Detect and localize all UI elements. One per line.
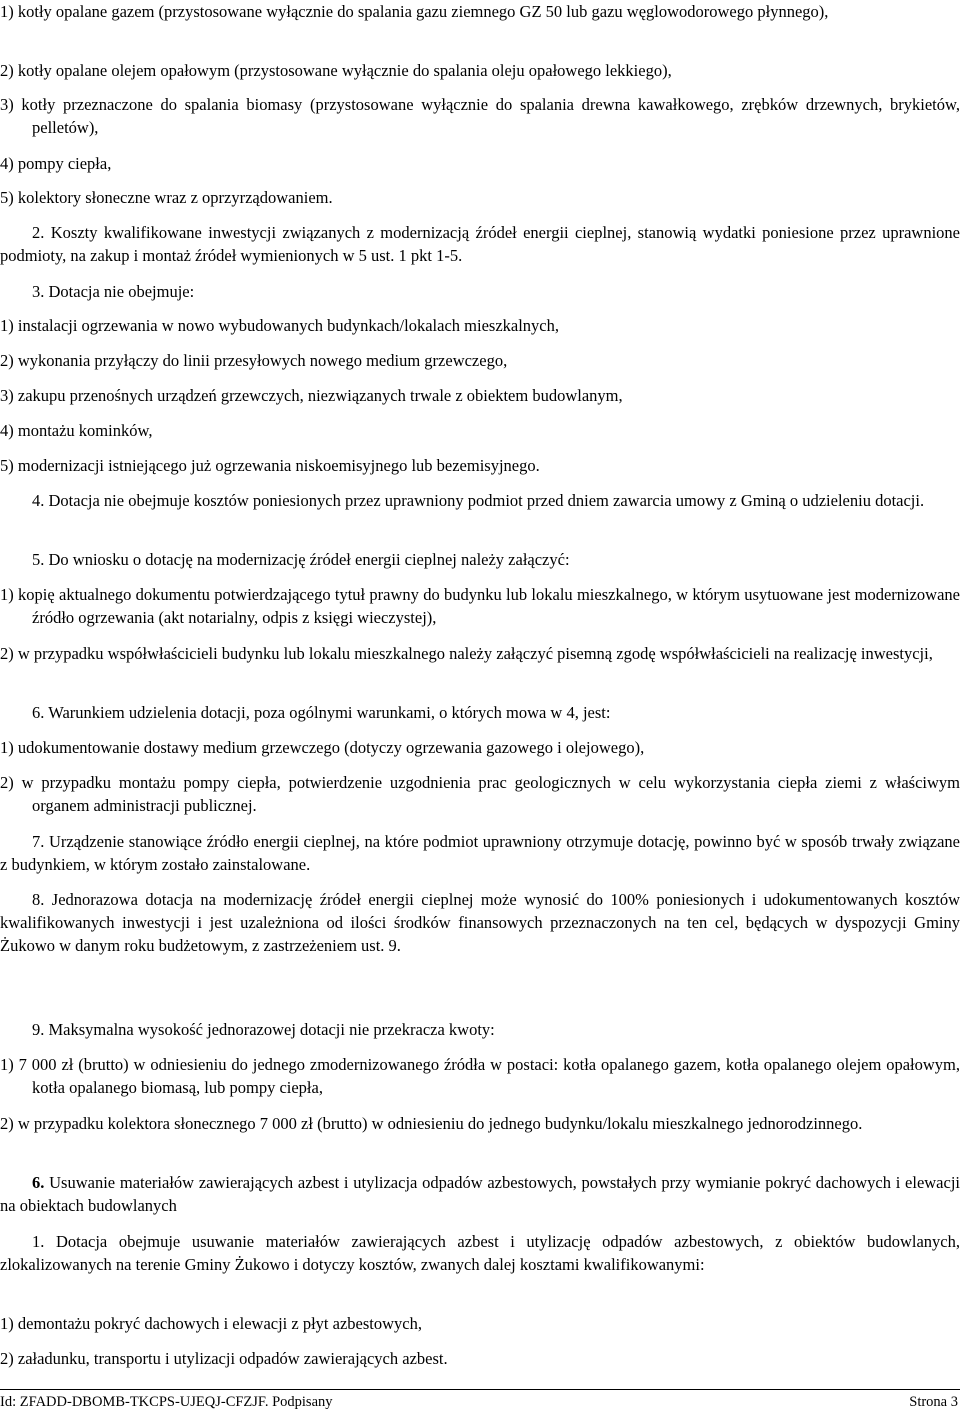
list-item: 2) kotły opalane olejem opałowym (przystosowane wyłącznie do spalania oleju opałowego lekkiego), <box>0 61 672 80</box>
list-item: 1) kopię aktualnego dokumentu potwierdzającego tytuł prawny do budynku lub lokalu mieszkalnego, w którym usytuowane jest modernizowane źródło ogrzewania (akt notarialny, odpis z księgi wieczystej), <box>0 585 960 627</box>
list-item: 1) demontażu pokryć dachowych i elewacji z płyt azbestowych, <box>0 1314 422 1333</box>
paragraph: 7. Urządzenie stanowiące źródło energii cieplnej, na które podmiot uprawniony otrzymuje dotację, powinno być w sposób trwały związane z budynkiem, w którym zostało zainstalowane. <box>0 832 960 874</box>
list-item: 2) w przypadku kolektora słonecznego 7 000 zł (brutto) w odniesieniu do jednego budynku/lokalu mieszkalnego jednorodzinnego. <box>0 1114 863 1133</box>
list-item: 2) wykonania przyłączy do linii przesyłowych nowego medium grzewczego, <box>0 351 508 370</box>
list-item: 4) montażu kominków, <box>0 421 153 440</box>
list-item: 2) w przypadku współwłaścicieli budynku lub lokalu mieszkalnego należy załączyć pisemną zgodę współwłaścicieli na realizację inwestycji, <box>0 644 933 663</box>
list-item: 3) zakupu przenośnych urządzeń grzewczych, niezwiązanych trwale z obiektem budowlanym, <box>0 386 623 405</box>
list-item: 3) kotły przeznaczone do spalania biomasy (przystosowane wyłącznie do spalania drewna kawałkowego, zrębków drzewnych, brykietów, pelletów), <box>0 95 960 137</box>
paragraph: 6. Warunkiem udzielenia dotacji, poza ogólnymi warunkami, o których mowa w 4, jest: <box>32 703 611 722</box>
list-item: 1) 7 000 zł (brutto) w odniesieniu do jednego zmodernizowanego źródła w postaci: kotła opalanego gazem, kotła opalanego olejem opałowym, kotła opalanego biomasą, lub pompy ciepła, <box>0 1055 960 1097</box>
paragraph: 1. Dotacja obejmuje usuwanie materiałów zawierających azbest i utylizację odpadów azbestowych, z obiektów budowlanych, zlokalizowanych na terenie Gminy Żukowo i dotyczy kosztów, zwanych dalej kosztami kwalifikowanymi: <box>0 1232 960 1274</box>
paragraph: 2. Koszty kwalifikowane inwestycji związanych z modernizacją źródeł energii cieplnej, stanowią wydatki poniesione przez uprawnione podmioty, na zakup i montaż źródeł wymienionych w 5 ust. 1 pkt 1-5. <box>0 223 960 265</box>
page-footer <box>0 1389 960 1412</box>
paragraph: 8. Jednorazowa dotacja na modernizację źródeł energii cieplnej może wynosić do 100% poniesionych i udokumentowanych kosztów kwalifikowanych inwestycji i jest uzależniona od ilości środków finansowych przeznaczonych na ten cel, będących w dyspozycji Gminy Żukowo w danym roku budżetowym, z zastrzeżeniem ust. 9. <box>0 890 960 955</box>
section-number: 6. <box>32 1173 45 1192</box>
page-number: Strona 3 <box>909 1394 958 1410</box>
list-item: 5) kolektory słoneczne wraz z oprzyrządowaniem. <box>0 188 333 207</box>
list-item: 4) pompy ciepła, <box>0 154 112 173</box>
paragraph: 5. Do wniosku o dotację na modernizację źródeł energii cieplnej należy załączyć: <box>32 550 570 569</box>
paragraph: 9. Maksymalna wysokość jednorazowej dotacji nie przekracza kwoty: <box>32 1020 495 1039</box>
list-item: 1) udokumentowanie dostawy medium grzewczego (dotyczy ogrzewania gazowego i olejowego), <box>0 738 645 757</box>
list-item: 2) w przypadku montażu pompy ciepła, potwierdzenie uzgodnienia prac geologicznych w celu wykorzystania ciepła ziemi z właściwym organem administracji publicznej. <box>0 773 960 815</box>
list-item: 5) modernizacji istniejącego już ogrzewania niskoemisyjnego lub bezemisyjnego. <box>0 456 540 475</box>
section-title: Usuwanie materiałów zawierających azbest i utylizacja odpadów azbestowych, powstałych przy wymianie pokryć dachowych i elewacji na obiektach budowlanych <box>0 1173 960 1215</box>
paragraph: 3. Dotacja nie obejmuje: <box>32 282 195 301</box>
list-item: 1) instalacji ogrzewania w nowo wybudowanych budynkach/lokalach mieszkalnych, <box>0 316 559 335</box>
section-heading <box>0 1171 960 1217</box>
list-item: 2) załadunku, transportu i utylizacji odpadów zawierających azbest. <box>0 1349 448 1368</box>
list-item: 1) kotły opalane gazem (przystosowane wyłącznie do spalania gazu ziemnego GZ 50 lub gazu węglowodorowego płynnego), <box>0 2 829 21</box>
document-id: Id: ZFADD-DBOMB-TKCPS-UJEQJ-CFZJF. Podpisany <box>0 1394 333 1410</box>
paragraph: 4. Dotacja nie obejmuje kosztów poniesionych przez uprawniony podmiot przed dniem zawarcia umowy z Gminą o udzieleniu dotacji. <box>32 491 925 510</box>
